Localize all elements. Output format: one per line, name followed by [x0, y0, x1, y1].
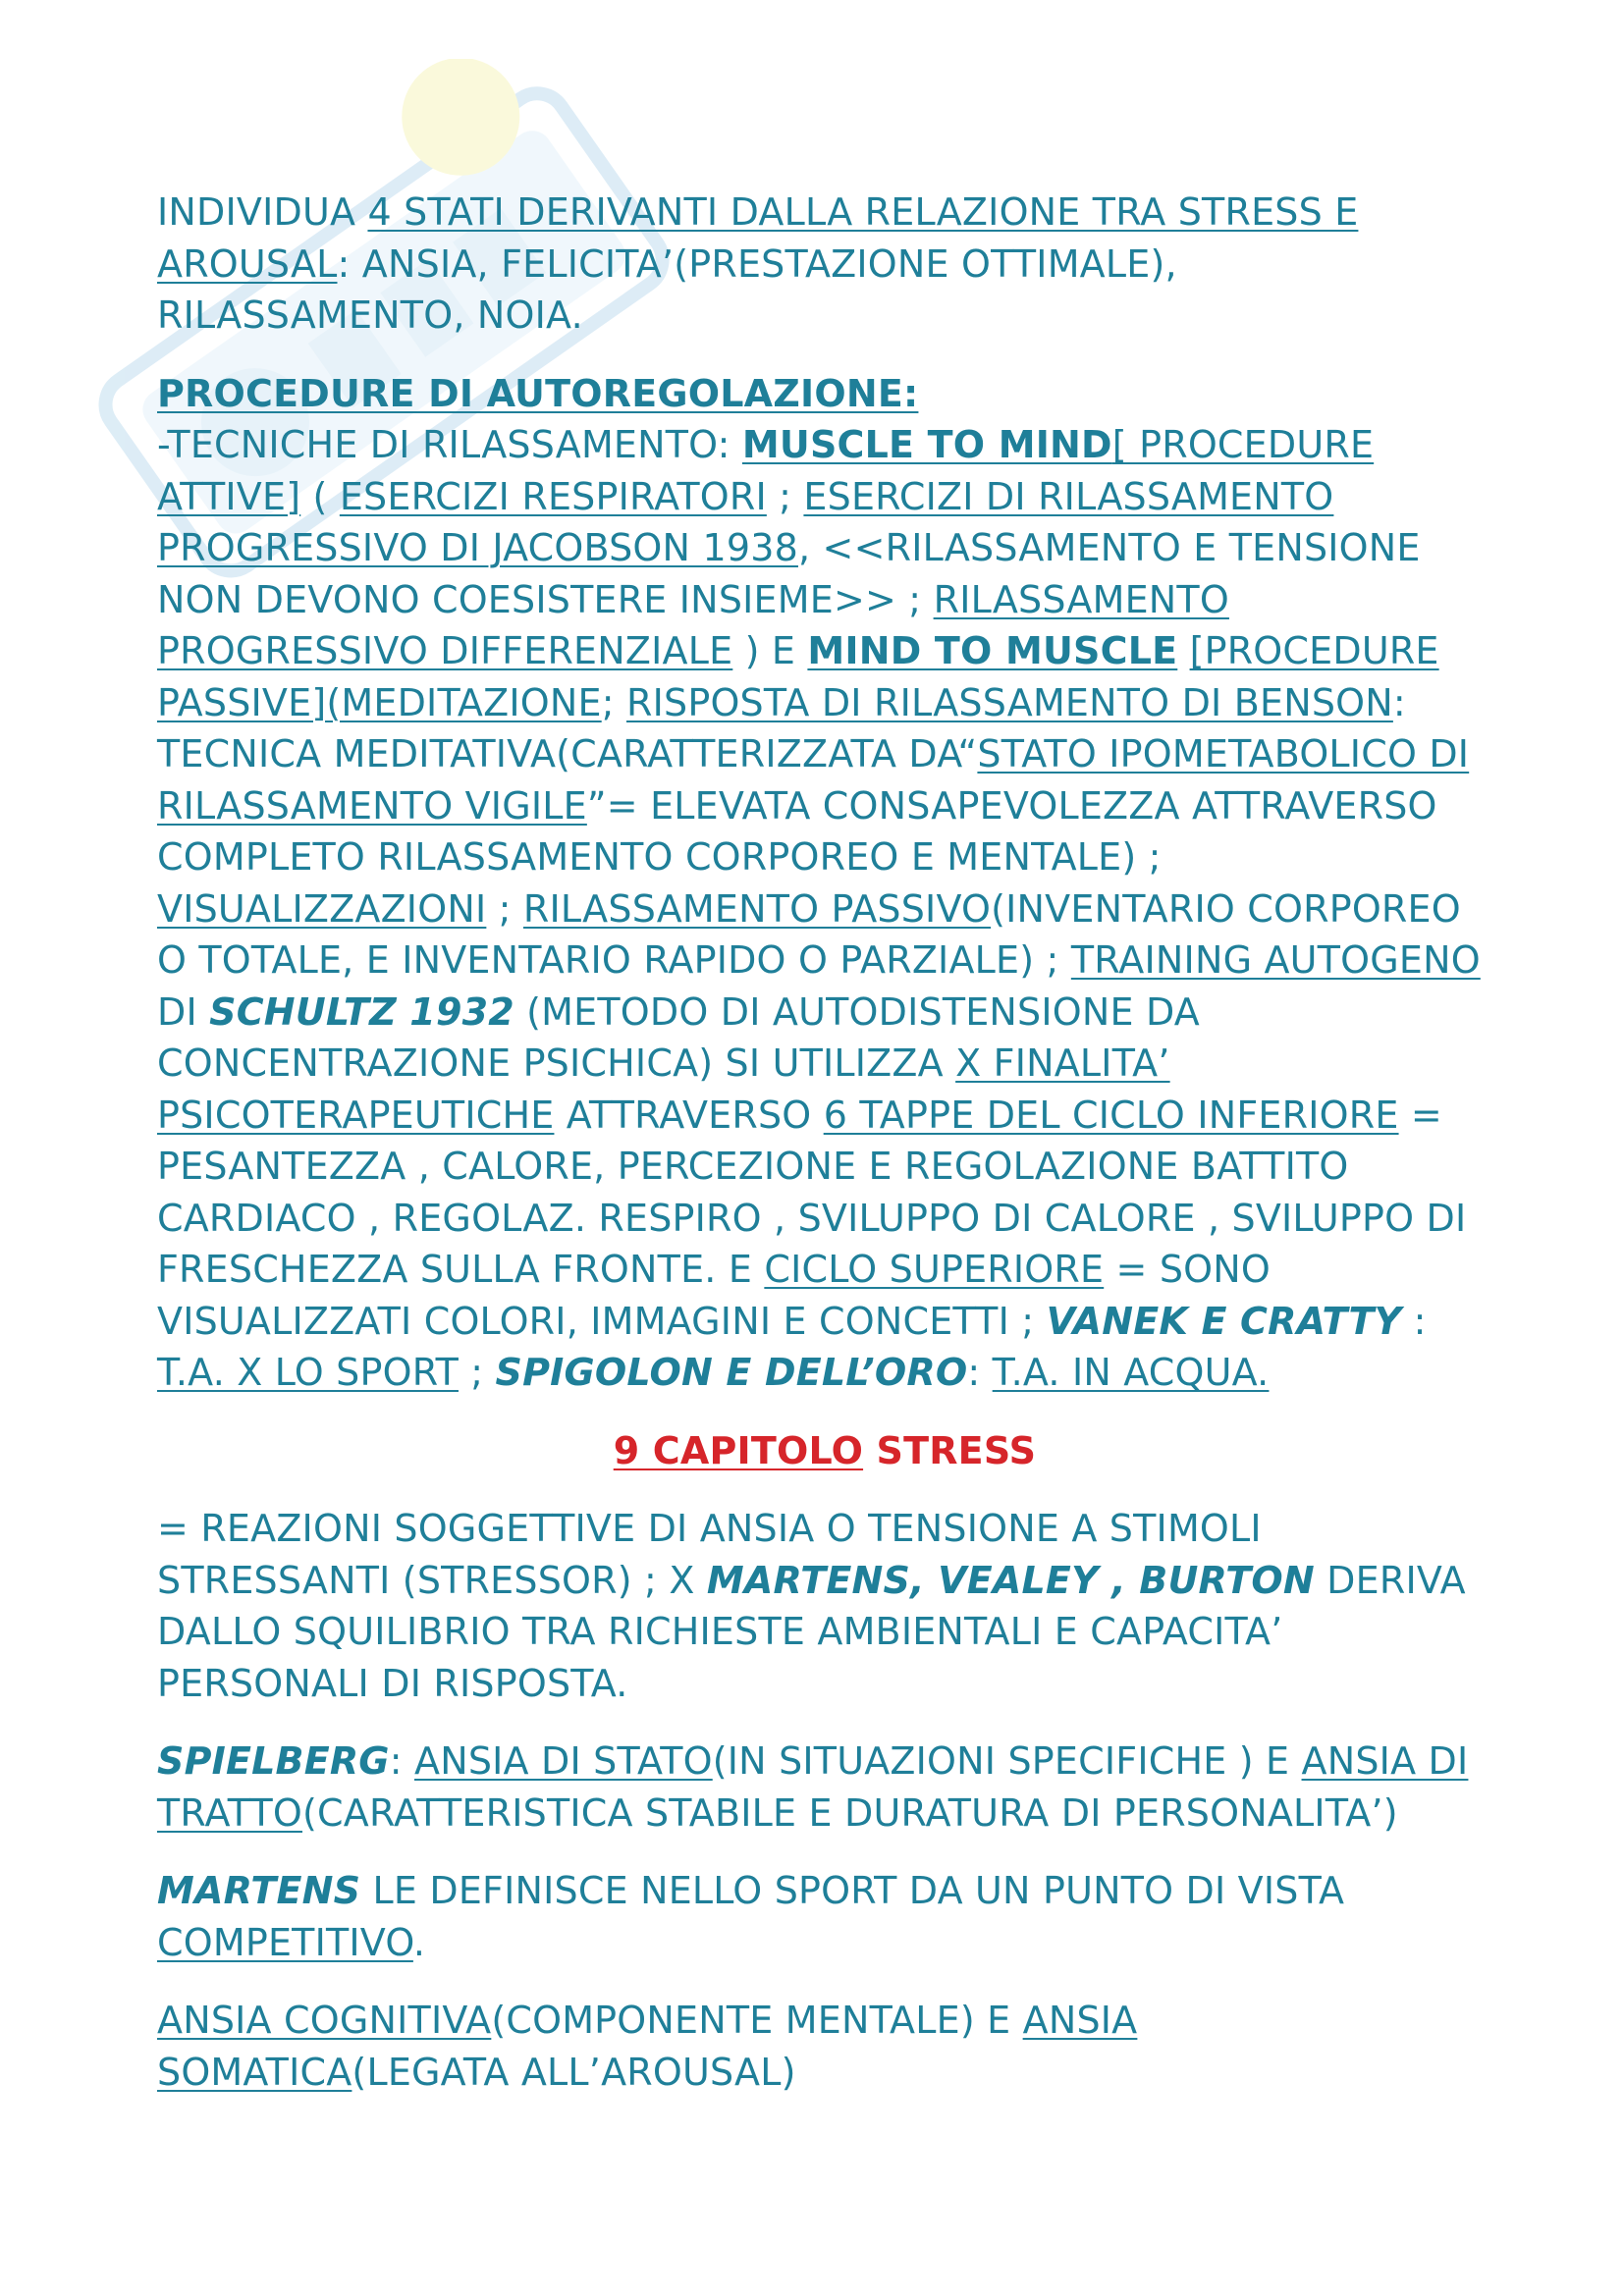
bold-italic-name: SPIGOLON E DELL’ORO — [495, 1351, 968, 1394]
text-run: (LEGATA ALL’AROUSAL) — [352, 2050, 796, 2094]
underlined-text: STATO IPOMETABOLICO DI RILASSAMENTO VIGILE — [157, 732, 1470, 828]
text-run: INDIVIDUA — [157, 190, 368, 234]
text-run: ; — [766, 474, 804, 518]
underlined-text: ANSIA SOMATICA — [157, 1999, 1138, 2094]
text-run: (CARATTERISTICA STABILE E DURATURA DI PERSONALITA’) — [302, 1790, 1398, 1835]
paragraph-spielberg — [157, 1735, 1492, 1839]
underlined-text: T.A. X LO SPORT — [157, 1351, 459, 1394]
text-run: DERIVA DALLO SQUILIBRIO TRA RICHIESTE AMBIENTALI E CAPACITA’ PERSONALI DI RISPOSTA. — [157, 1558, 1466, 1705]
text-run: ; — [601, 680, 626, 724]
underlined-text: COMPETITIVO — [157, 1920, 413, 1964]
text-run: ATTRAVERSO — [554, 1093, 824, 1137]
underlined-text: T.A. IN ACQUA. — [992, 1351, 1270, 1394]
paragraph-martens — [157, 1865, 1492, 1968]
bold-italic-name: VANEK E CRATTY — [1046, 1299, 1402, 1343]
bold-italic-name: SCHULTZ 1932 — [209, 989, 514, 1034]
paragraph-stress-definition — [157, 1503, 1492, 1709]
text-run: : — [1401, 1299, 1427, 1343]
paragraph-procedures — [157, 368, 1492, 1399]
text-run: : TECNICA MEDITATIVA(CARATTERIZZATA DA“ — [157, 680, 1406, 775]
underlined-text: ANSIA DI TRATTO — [157, 1739, 1469, 1835]
document-body — [157, 187, 1492, 2098]
underlined-text: X FINALITA’ PSICOTERAPEUTICHE — [157, 1041, 1170, 1137]
underlined-text: TRAINING AUTOGENO — [1070, 938, 1481, 982]
text-run — [1177, 629, 1189, 672]
text-run: DI — [157, 989, 210, 1034]
text-run: ; — [458, 1351, 496, 1394]
underlined-text: [ PROCEDURE ATTIVE] — [157, 423, 1375, 518]
text-run: (COMPONENTE MENTALE) E — [491, 1999, 1023, 2042]
text-run: = SONO VISUALIZZATI COLORI, IMMAGINI E CONCETTI ; — [157, 1248, 1271, 1343]
chapter-title: STRESS — [863, 1428, 1037, 1472]
underlined-text: RILASSAMENTO PROGRESSIVO DIFFERENZIALE — [157, 577, 1229, 672]
text-run: . — [412, 1920, 426, 1964]
underlined-text: RILASSAMENTO PASSIVO — [522, 886, 992, 931]
chapter-heading — [157, 1425, 1492, 1477]
text-run: , <<RILASSAMENTO E TENSIONE NON DEVONO COESISTERE INSIEME>> ; — [157, 526, 1421, 621]
bold-term: MIND TO MUSCLE — [807, 629, 1178, 672]
underlined-text: ANSIA DI STATO — [414, 1739, 713, 1783]
underlined-text: VISUALIZZAZIONI — [157, 886, 487, 931]
underlined-text: [PROCEDURE PASSIVE](MEDITAZIONE — [157, 629, 1439, 724]
text-run: ) E — [732, 629, 808, 672]
text-run: ; — [486, 886, 523, 931]
text-run: ( — [300, 474, 340, 518]
underlined-text: RISPOSTA DI RILASSAMENTO DI BENSON — [626, 680, 1393, 724]
section-heading: PROCEDURE DI AUTOREGOLAZIONE: — [157, 371, 919, 415]
text-run: -TECNICHE DI RILASSAMENTO: — [157, 423, 742, 466]
underlined-text: CICLO SUPERIORE — [764, 1248, 1105, 1291]
text-run: ”= ELEVATA CONSAPEVOLEZZA ATTRAVERSO COMPLETO RILASSAMENTO CORPOREO E MENTALE) ; — [157, 783, 1437, 879]
text-run: (METODO DI AUTODISTENSIONE DA CONCENTRAZIONE PSICHICA) SI UTILIZZA — [157, 989, 1201, 1085]
bold-italic-name: MARTENS, VEALEY , BURTON — [706, 1558, 1315, 1602]
underlined-text: ESERCIZI RESPIRATORI — [339, 474, 767, 518]
text-run: : — [389, 1739, 414, 1783]
paragraph-anxiety-types — [157, 1995, 1492, 2098]
underlined-text: 6 TAPPE DEL CICLO INFERIORE — [823, 1093, 1399, 1137]
text-run: (IN SITUAZIONI SPECIFICHE ) E — [712, 1739, 1302, 1783]
chapter-number: 9 CAPITOLO — [613, 1428, 864, 1472]
underlined-text: ESERCIZI DI RILASSAMENTO PROGRESSIVO DI JACOBSON 1938 — [157, 474, 1334, 569]
underlined-text: 4 STATI DERIVANTI DALLA RELAZIONE TRA STRESS E AROUSAL — [157, 190, 1359, 286]
text-run: : — [967, 1351, 993, 1394]
bold-term: MUSCLE TO MIND — [741, 423, 1112, 466]
underlined-text: ANSIA COGNITIVA — [157, 1999, 492, 2042]
bold-italic-name: MARTENS — [157, 1869, 361, 1912]
text-run: : ANSIA, FELICITA’(PRESTAZIONE OTTIMALE), RILASSAMENTO, NOIA. — [157, 241, 1177, 337]
paragraph-states — [157, 187, 1492, 342]
text-run: = REAZIONI SOGGETTIVE DI ANSIA O TENSIONE A STIMOLI STRESSANTI (STRESSOR) ; X — [157, 1507, 1262, 1602]
text-run: (INVENTARIO CORPOREO O TOTALE, E INVENTARIO RAPIDO O PARZIALE) ; — [157, 886, 1461, 982]
text-run: LE DEFINISCE NELLO SPORT DA UN PUNTO DI VISTA — [360, 1869, 1345, 1912]
text-run: = PESANTEZZA , CALORE, PERCEZIONE E REGOLAZIONE BATTITO CARDIACO , REGOLAZ. RESPIRO , SVILUPPO DI CALORE , SVILUPPO DI FRESCHEZZA SULLA FRONTE. E — [157, 1093, 1467, 1291]
bold-italic-name: SPIELBERG — [157, 1739, 390, 1783]
